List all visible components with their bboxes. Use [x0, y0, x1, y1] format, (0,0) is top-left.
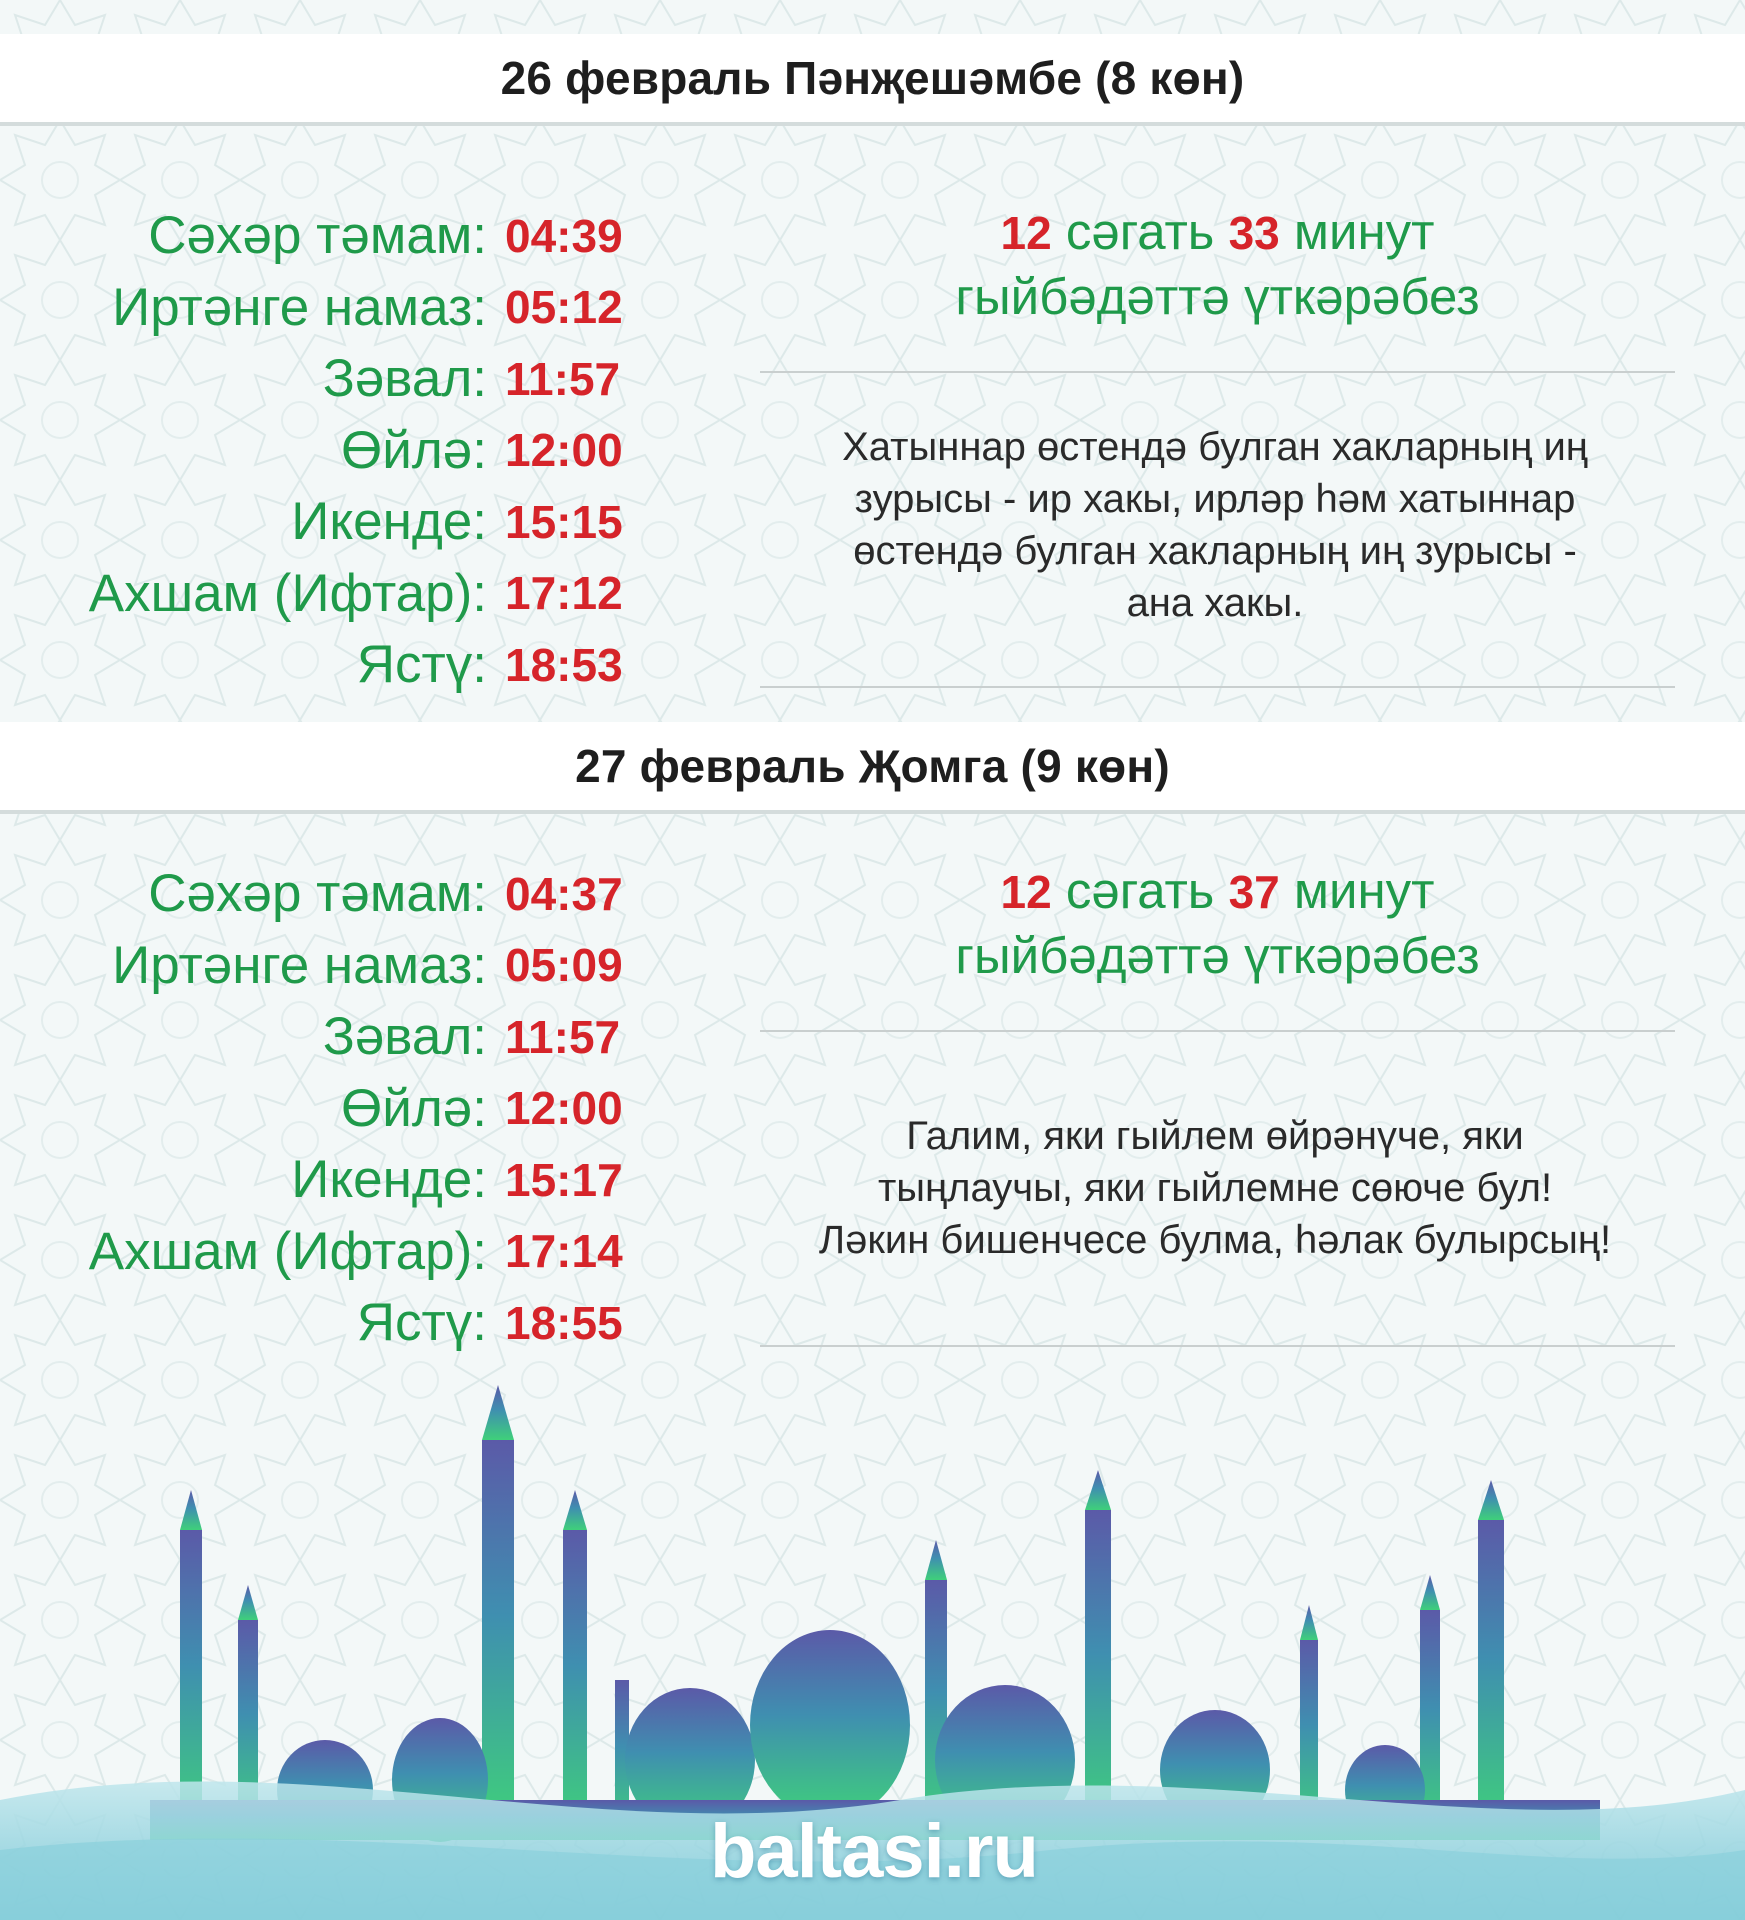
quote-line: Хатыннар өстендә булган хакларның иң: [842, 425, 1588, 469]
prayer-row-asr: [0, 486, 660, 558]
minutes-value: 37: [1228, 866, 1280, 918]
fasting-duration-line2: гыйбәдәттә үткәрәбез: [955, 927, 1480, 984]
prayer-label: Иртәнге намаз:: [112, 277, 487, 337]
prayer-row-isha: [0, 1287, 660, 1359]
baltasi-logo: baltasi.ru: [710, 1809, 1038, 1894]
prayer-label: Икенде:: [291, 1150, 487, 1210]
prayer-row-fajr: [0, 930, 660, 1002]
prayer-row-dhuhr: [0, 415, 660, 487]
minutes-word: минут: [1293, 203, 1435, 260]
prayer-row-zawal: [0, 343, 660, 415]
day-title: 26 февраль Пәнҗешәмбе (8 көн): [500, 52, 1245, 104]
prayer-label: Икенде:: [291, 492, 487, 552]
prayer-time: 15:17: [505, 1153, 623, 1206]
prayer-label: Сәхәр тәмам:: [148, 206, 487, 266]
fasting-duration: [760, 200, 1675, 329]
day-header: [0, 722, 1745, 814]
fasting-duration-line1: [760, 859, 1675, 924]
prayer-time: 05:12: [505, 281, 623, 334]
quote-line: өстендә булган хакларның иң зурысы -: [853, 529, 1577, 573]
prayer-label: Ястү:: [356, 1293, 487, 1353]
prayer-row-maghrib: [0, 1216, 660, 1288]
prayer-label: Иртәнге намаз:: [112, 935, 487, 995]
hours-word: сәгать: [1065, 203, 1215, 260]
prayer-time: 11:57: [505, 352, 621, 405]
minutes-value: 33: [1228, 207, 1280, 259]
day-header: [0, 34, 1745, 126]
hours-value: 12: [1000, 207, 1052, 259]
prayer-row-sahar: [0, 858, 660, 930]
minutes-word: минут: [1293, 862, 1435, 919]
prayer-row-maghrib: [0, 558, 660, 630]
quote: [745, 421, 1685, 629]
prayer-row-zawal: [0, 1001, 660, 1073]
divider: [760, 371, 1675, 373]
quote-line: зурысы - ир хакы, ирләр һәм хатыннар: [854, 477, 1576, 521]
prayer-time: 11:57: [505, 1010, 621, 1063]
prayer-label: Сәхәр тәмам:: [148, 864, 487, 924]
divider: [760, 1345, 1675, 1347]
day-title: 27 февраль Җомга (9 көн): [575, 740, 1170, 792]
prayer-time: 17:14: [505, 1225, 623, 1278]
prayer-label: Ахшам (Ифтар):: [88, 563, 487, 623]
prayer-label: Зәвал:: [322, 1007, 487, 1067]
prayer-row-fajr: [0, 272, 660, 344]
prayer-time: 04:39: [505, 209, 623, 262]
prayer-time: 05:09: [505, 939, 623, 992]
hours-word: сәгать: [1065, 862, 1215, 919]
prayer-row-asr: [0, 1144, 660, 1216]
prayer-time: 04:37: [505, 867, 623, 920]
quote-line: Галим, яки гыйлем өйрәнүче, яки: [906, 1114, 1524, 1158]
prayer-row-dhuhr: [0, 1073, 660, 1145]
quote-line: ана хакы.: [1126, 581, 1304, 625]
prayer-label: Өйлә:: [341, 420, 487, 480]
quote-line: Ләкин бишенчесе булма, һәлак булырсың!: [818, 1218, 1612, 1262]
prayer-time: 15:15: [505, 495, 623, 548]
divider: [760, 1030, 1675, 1032]
prayer-label: Ястү:: [356, 635, 487, 695]
prayer-row-sahar: [0, 200, 660, 272]
prayer-time: 18:55: [505, 1296, 623, 1349]
prayer-label: Өйлә:: [341, 1078, 487, 1138]
prayer-time: 12:00: [505, 1082, 623, 1135]
prayer-label: Ахшам (Ифтар):: [88, 1221, 487, 1281]
fasting-duration-line2: гыйбәдәттә үткәрәбез: [955, 268, 1480, 325]
fasting-duration-line1: [760, 200, 1675, 265]
divider: [760, 686, 1675, 688]
prayer-time: 18:53: [505, 638, 623, 691]
prayer-times-list: [0, 200, 660, 701]
quote: [745, 1110, 1685, 1266]
prayer-label: Зәвал:: [322, 349, 487, 409]
hours-value: 12: [1000, 866, 1052, 918]
prayer-row-isha: [0, 629, 660, 701]
fasting-duration: [760, 859, 1675, 988]
prayer-times-list: [0, 858, 660, 1359]
prayer-time: 17:12: [505, 567, 623, 620]
quote-line: тыңлаучы, яки гыйлемне сөюче бул!: [877, 1166, 1553, 1210]
prayer-time: 12:00: [505, 424, 623, 477]
